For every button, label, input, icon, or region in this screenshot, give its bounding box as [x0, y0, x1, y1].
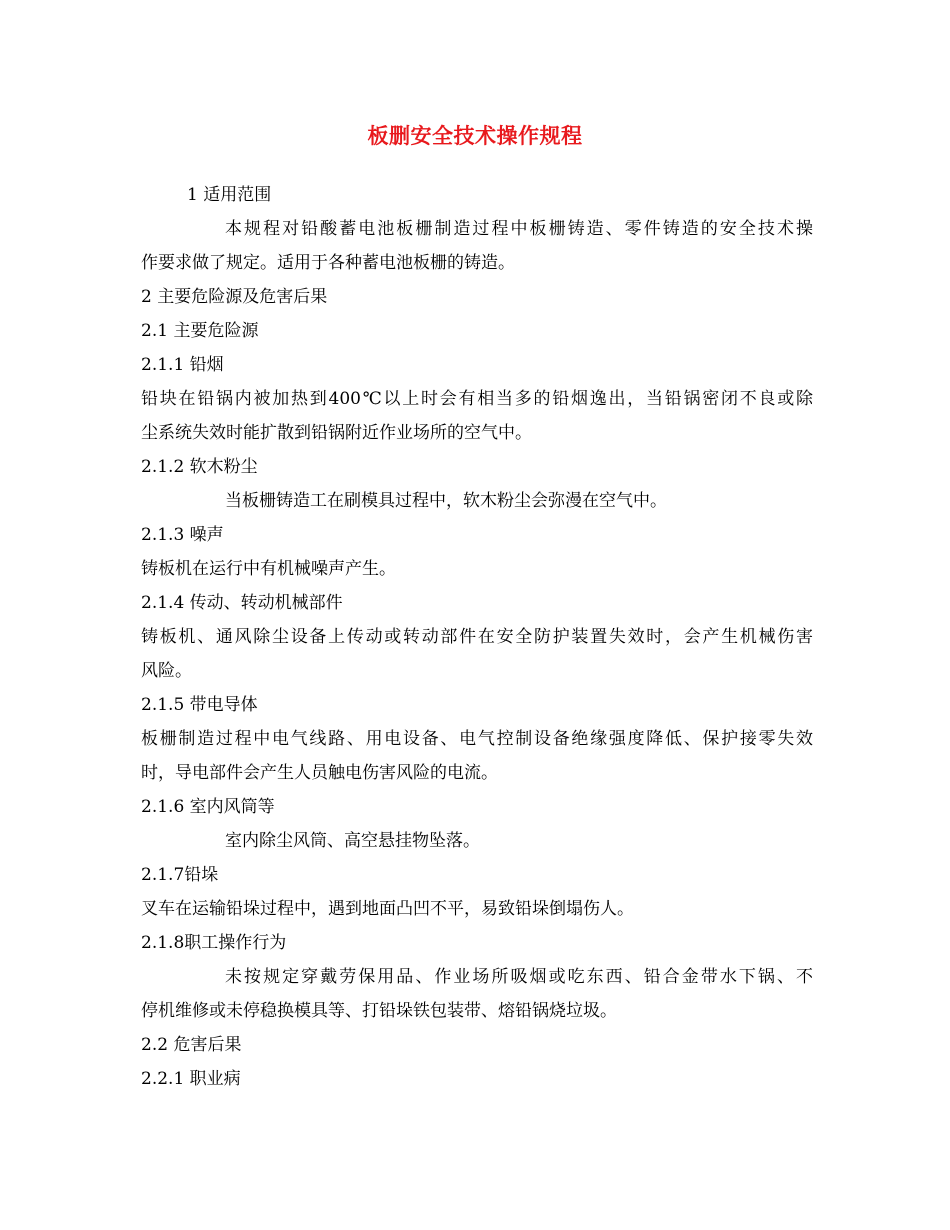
- section-heading: 2.1.6 室内风筒等: [141, 797, 275, 817]
- section-heading: 2.1.8职工操作行为: [141, 933, 287, 953]
- section-heading: 2.1.3 噪声: [141, 525, 224, 545]
- section-heading: 2.1.7铅垛: [141, 865, 219, 885]
- document-body: [141, 178, 813, 1096]
- paragraph-line: 时，导电部件会产生人员触电伤害风险的电流。: [141, 763, 498, 783]
- paragraph-line: 铸板机在运行中有机械噪声产生。: [141, 559, 396, 579]
- paragraph-line: 停机维修或未停稳换模具等、打铅垛铁包装带、熔铅锅烧垃圾。: [141, 1001, 617, 1021]
- section-heading: 2.1.2 软木粉尘: [141, 457, 258, 477]
- paragraph-line: 室内除尘风筒、高空悬挂物坠落。: [225, 831, 480, 851]
- paragraph-line: 未按规定穿戴劳保用品、作业场所吸烟或吃东西、铅合金带水下锅、不: [225, 967, 813, 987]
- section-heading: 2 主要危险源及危害后果: [141, 287, 328, 307]
- section-heading: 1 适用范围: [187, 185, 272, 205]
- document-title: 板删安全技术操作规程: [367, 124, 583, 148]
- paragraph-line: 叉车在运输铅垛过程中，遇到地面凸凹不平，易致铅垛倒塌伤人。: [141, 899, 634, 919]
- paragraph-line: 铅块在铅锅内被加热到400℃以上时会有相当多的铅烟逸出，当铅锅密闭不良或除: [141, 389, 813, 409]
- paragraph-line: 本规程对铅酸蓄电池板栅制造过程中板栅铸造、零件铸造的安全技术操: [225, 219, 813, 239]
- paragraph-line: 风险。: [141, 661, 192, 681]
- paragraph-line: 尘系统失效时能扩散到铅锅附近作业场所的空气中。: [141, 423, 532, 443]
- section-heading: 2.1.5 带电导体: [141, 695, 258, 715]
- paragraph-line: 作要求做了规定。适用于各种蓄电池板栅的铸造。: [141, 253, 515, 273]
- paragraph-line: 铸板机、通风除尘设备上传动或转动部件在安全防护装置失效时，会产生机械伤害: [141, 627, 813, 647]
- paragraph-line: 板栅制造过程中电气线路、用电设备、电气控制设备绝缘强度降低、保护接零失效: [141, 729, 813, 749]
- section-heading: 2.2 危害后果: [141, 1035, 242, 1055]
- section-heading: 2.1.4 传动、转动机械部件: [141, 593, 343, 613]
- section-heading: 2.1 主要危险源: [141, 321, 259, 341]
- section-heading: 2.1.1 铅烟: [141, 355, 224, 375]
- section-heading: 2.2.1 职业病: [141, 1069, 241, 1089]
- paragraph-line: 当板栅铸造工在刷模具过程中，软木粉尘会弥漫在空气中。: [225, 491, 667, 511]
